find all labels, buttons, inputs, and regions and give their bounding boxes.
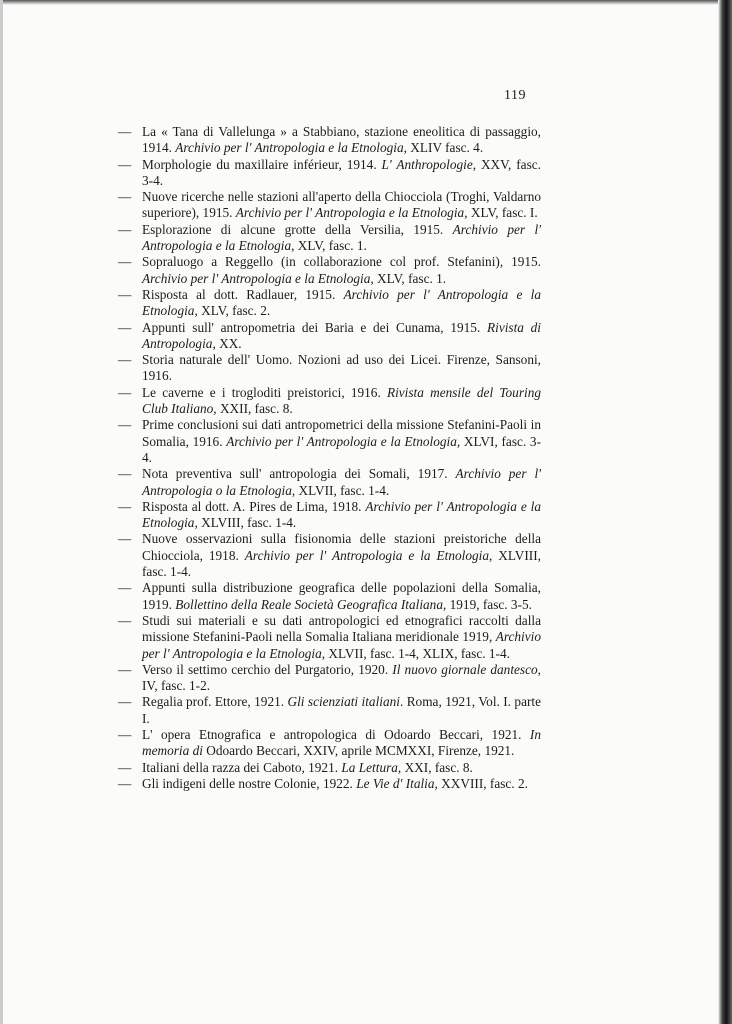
bibliography-entry — [118, 352, 541, 385]
entry-text: , XXV, fasc. 3-4. — [142, 156, 541, 188]
entry-text: Risposta al dott. Radlauer, 1915. — [142, 286, 344, 302]
entry-text: , XXVIII, fasc. 2. — [434, 775, 528, 791]
entry-dash: — — [118, 417, 132, 433]
page-number: 119 — [504, 88, 526, 103]
entry-text: , XLVIII, fasc. 1-4. — [194, 515, 297, 531]
entry-dash: — — [118, 694, 132, 710]
entry-publication: Le Vie d' Italia — [356, 775, 435, 791]
bibliography-list — [118, 124, 541, 792]
entry-text: La « Tana di Vallelunga » a Stabbiano, stazione eneolitica di passaggio, 1914. — [142, 124, 541, 156]
bibliography-entry — [118, 760, 541, 776]
entry-text: Regalia prof. Ettore, 1921. — [142, 694, 288, 710]
bibliography-entry — [118, 580, 541, 613]
entry-publication: Archivio per l' Antropologia e la Etnologia, — [142, 270, 374, 286]
entry-text: Verso il settimo cerchio del Purgatorio, 1920. — [142, 661, 393, 677]
entry-publication: Archivio per l' Antropologia e la Etnologia — [244, 547, 489, 563]
entry-text: XLVI, fasc. 3-4. — [142, 433, 541, 465]
entry-dash: — — [118, 531, 132, 547]
entry-publication: Rivista mensile del Touring Club Italiano, — [142, 384, 541, 417]
entry-text: , XLVIII, fasc. 1-4. — [142, 547, 541, 580]
entry-text: , XLV, fasc. 2. — [194, 303, 271, 319]
entry-text: Storia naturale dell' Uomo. Nozioni ad uso dei Licei. Firenze, Sansoni, 1916. — [142, 352, 541, 384]
entry-text: , 1919, fasc. 3-5. — [442, 596, 532, 612]
entry-text: Nuove osservazioni sulla fisionomia delle stazioni preistoriche della Chiocciola, 1918. — [142, 531, 541, 563]
entry-dash: — — [118, 352, 132, 368]
entry-dash: — — [118, 612, 132, 628]
entry-text: , XLV, fasc. I. — [464, 205, 538, 221]
entry-publication: L' Anthropologie — [381, 156, 473, 172]
entry-publication: Archivio per l' Antropologia o la Etnologia — [142, 466, 541, 498]
entry-dash: — — [118, 384, 132, 400]
entry-publication: La Lettura — [341, 759, 398, 775]
entry-publication: Archivio per l' Antropologia e la Etnologia — [142, 629, 541, 661]
bibliography-entry — [118, 287, 541, 320]
entry-publication: Rivista di Antropologia — [142, 319, 541, 351]
bibliography-entry — [118, 222, 541, 255]
entry-text: Odoardo Beccari, XXIV, aprile MCMXXI, Firenze, 1921. — [202, 743, 515, 759]
entry-publication: Archivio per l' Antropologia e la Etnologia — [142, 286, 541, 319]
entry-text: , IV, fasc. 1-2. — [142, 661, 541, 694]
entry-dash: — — [118, 775, 132, 791]
entry-text: Nota preventiva sull' antropologia dei Somali, 1917. — [142, 466, 456, 482]
entry-text: XXII, fasc. 8. — [216, 401, 293, 417]
bibliography-entry — [118, 320, 541, 353]
bibliography-entry — [118, 531, 541, 580]
entry-text: . Roma, 1921, Vol. I. parte I. — [142, 694, 541, 726]
entry-dash: — — [118, 286, 132, 302]
entry-dash: — — [118, 156, 132, 172]
bibliography-entry — [118, 157, 541, 190]
entry-dash: — — [118, 466, 132, 482]
entry-publication: Bollettino della Reale Società Geografica Italiana — [175, 596, 443, 612]
bibliography-entry — [118, 613, 541, 662]
entry-text: , XXI, fasc. 8. — [397, 759, 473, 775]
entry-text: L' opera Etnografica e antropologica di Odoardo Beccari, 1921. — [142, 726, 530, 742]
entry-publication: Archivio per l' Antropologia e la Etnologia — [142, 498, 541, 531]
entry-text: , XLVII, fasc. 1-4. — [291, 482, 390, 498]
entry-publication: Gli scienziati italiani — [287, 694, 400, 710]
bibliography-entry — [118, 466, 541, 499]
entry-publication: In memoria di — [142, 726, 541, 759]
entry-dash: — — [118, 124, 132, 139]
entry-dash: — — [118, 661, 132, 677]
entry-dash: — — [118, 759, 132, 775]
bibliography-entry — [118, 694, 541, 727]
entry-text: Sopraluogo a Reggello (in collaborazione col prof. Stefanini), 1915. — [142, 254, 541, 270]
entry-text: Prime conclusioni sui dati antropometrici della missione Stefanini-Paoli in Somalia, 1916. — [142, 417, 541, 449]
bibliography-entry — [118, 417, 541, 466]
bibliography-entry — [118, 499, 541, 532]
bibliography-entry — [118, 385, 541, 418]
scan-right-edge — [718, 0, 732, 1024]
bibliography-entry — [118, 189, 541, 222]
bibliography-entry — [118, 124, 541, 157]
entry-text: XLV, fasc. 1. — [373, 270, 447, 286]
entry-text: , XLVII, fasc. 1-4, XLIX, fasc. 1-4. — [321, 645, 510, 661]
entry-text: Morphologie du maxillaire inférieur, 1914. — [142, 156, 382, 172]
entry-dash: — — [118, 498, 132, 514]
entry-text: Le caverne e i trogloditi preistorici, 1916. — [142, 384, 387, 400]
bibliography-entry — [118, 254, 541, 287]
entry-dash: — — [118, 254, 132, 270]
entry-text: Studi sui materiali e su dati antropologici ed etnografici raccolti dalla missione Stefanini-Paoli nella Somalia Italiana meridionale 1919, — [142, 612, 541, 645]
entry-text: Gli indigeni delle nostre Colonie, 1922. — [142, 775, 357, 791]
entry-dash: — — [118, 221, 132, 237]
entry-text: Appunti sulla distribuzione geografica delle popolazioni della Somalia, 1919. — [142, 580, 541, 612]
entry-publication: Il nuovo giornale dantesco — [392, 661, 538, 677]
bibliography-entry — [118, 776, 541, 792]
entry-text: , XLIV fasc. 4. — [403, 140, 484, 156]
entry-publication: Archivio per l' Antropologia e la Etnologia — [175, 140, 404, 156]
entry-text: Italiani della razza dei Caboto, 1921. — [142, 759, 342, 775]
bibliography-entry — [118, 662, 541, 695]
entry-dash: — — [118, 189, 132, 205]
entry-text: , XLV, fasc. 1. — [291, 238, 367, 254]
entry-publication: Archivio per l' Antropologia e la Etnologia — [235, 205, 465, 221]
entry-dash: — — [118, 726, 132, 742]
entry-text: Risposta al dott. A. Pires de Lima, 1918. — [142, 498, 366, 514]
entry-text: , XX. — [212, 335, 242, 351]
scan-top-edge — [0, 0, 732, 5]
entry-text: Nuove ricerche nelle stazioni all'aperto della Chiocciola (Troghi, Valdarno superiore), 1915. — [142, 189, 541, 221]
entry-text: Esplorazione di alcune grotte della Versilia, 1915. — [142, 221, 453, 237]
entry-dash: — — [118, 319, 132, 335]
entry-publication: Archivio per l' Antropologia e la Etnologia — [142, 221, 541, 254]
entry-text: Appunti sull' antropometria dei Baria e dei Cunama, 1915. — [142, 319, 487, 335]
scan-left-edge — [0, 0, 3, 1024]
entry-publication: Archivio per l' Antropologia e la Etnologia, — [226, 433, 461, 449]
entry-dash: — — [118, 580, 132, 596]
bibliography-entry — [118, 727, 541, 760]
